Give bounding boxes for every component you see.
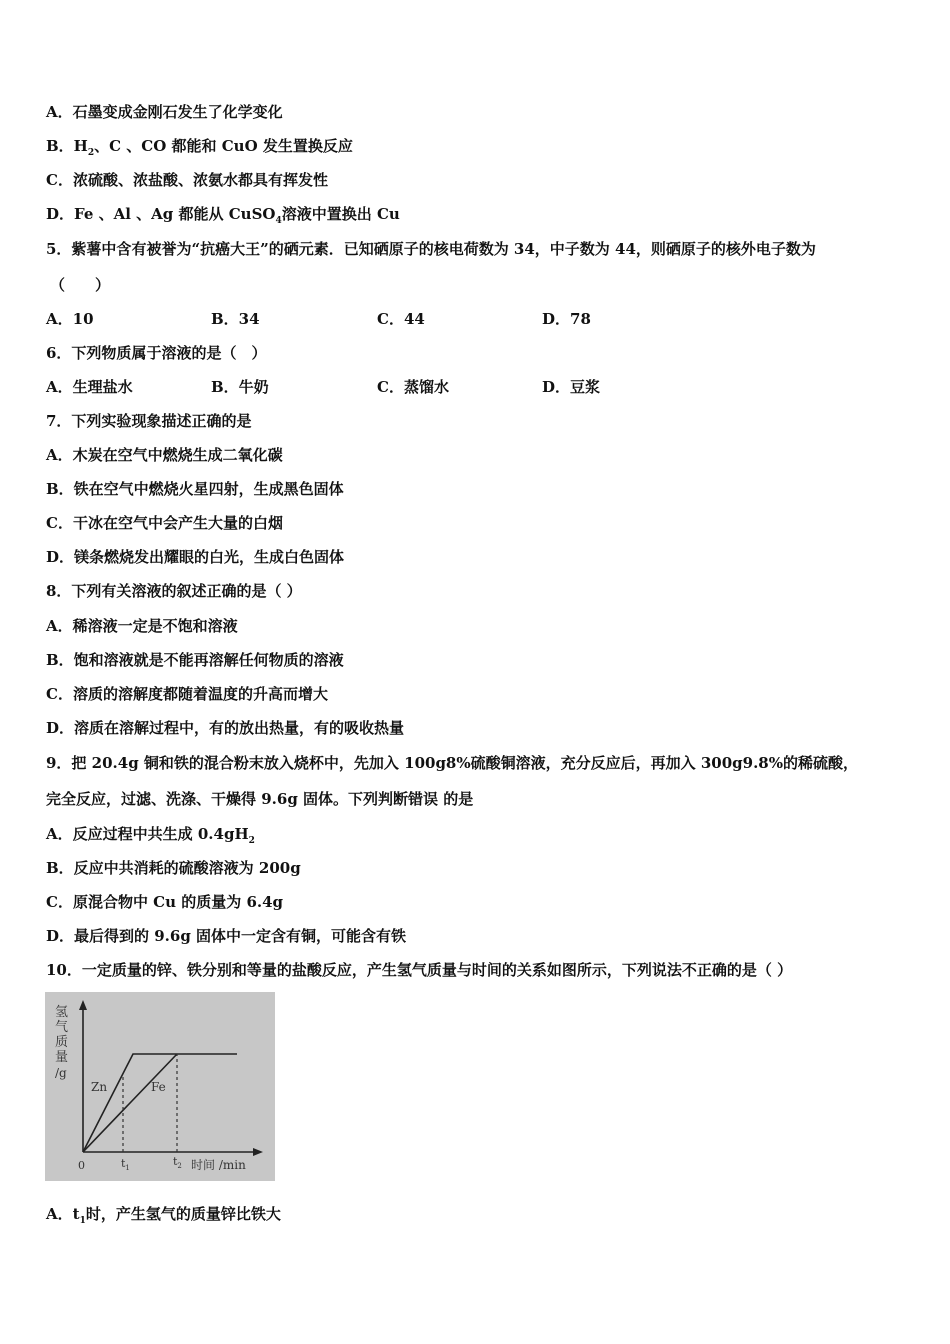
q9-option-a <box>46 825 255 846</box>
q4-option-d-subscript: 4 <box>275 216 282 226</box>
q10-option-a-subscript: 1 <box>79 1216 86 1226</box>
q8-option-d: D．溶质在溶解过程中，有的放出热量，有的吸收热量 <box>46 719 405 737</box>
x-axis-arrow-icon <box>253 1148 263 1156</box>
q4-option-b-text: B．H <box>46 137 88 155</box>
y-axis-label-char: 氢 <box>55 1005 69 1020</box>
q5-stem: 5．紫薯中含有被誉为“抗癌大王”的硒元素．已知硒原子的核电荷数为 34，中子数为 44，则硒原子的核外电子数为 <box>46 240 816 258</box>
q9-option-a-text: A．反应过程中共生成 0.4gH <box>46 825 249 843</box>
q4-option-a: A．石墨变成金刚石发生了化学变化 <box>46 103 283 121</box>
hydrogen-mass-time-figure <box>45 992 275 1181</box>
q9-option-c: C．原混合物中 Cu 的质量为 6.4g <box>46 893 284 911</box>
t2-tick-label <box>173 1155 182 1170</box>
q8-option-a: A．稀溶液一定是不饱和溶液 <box>46 617 238 635</box>
q5-option-c: C．44 <box>377 310 425 328</box>
q8-option-c: C．溶质的溶解度都随着温度的升高而增大 <box>46 685 328 703</box>
y-axis-arrow-icon <box>79 1000 87 1010</box>
q5-option-b: B．34 <box>211 310 260 328</box>
y-axis-label-char: /g <box>55 1066 67 1080</box>
q6-option-d: D．豆浆 <box>542 378 601 396</box>
q4-option-d-text-rest: 溶液中置换出 Cu <box>281 205 400 223</box>
q8-stem: 8．下列有关溶液的叙述正确的是（ ） <box>46 582 302 600</box>
t1-tick-subscript: 1 <box>125 1164 130 1172</box>
t1-tick-label <box>121 1157 130 1172</box>
q7-option-b: B．铁在空气中燃烧火星四射，生成黑色固体 <box>46 480 344 498</box>
q9-option-d: D．最后得到的 9.6g 固体中一定含有铜，可能含有铁 <box>46 927 407 945</box>
q9-stem-line1: 9．把 20.4g 铜和铁的混合粉末放入烧杯中，先加入 100g8%硫酸铜溶液，充分反应后，再加入 300g9.8%的稀硫酸， <box>46 754 858 772</box>
y-axis-label-char: 量 <box>55 1050 69 1065</box>
q9-option-a-subscript: 2 <box>248 836 255 846</box>
q5-answer-paren: （ ） <box>50 276 111 294</box>
q4-option-b <box>46 137 353 158</box>
q4-option-c: C．浓硫酸、浓盐酸、浓氨水都具有挥发性 <box>46 171 328 189</box>
q5-option-d: D．78 <box>542 310 591 328</box>
q10-stem: 10．一定质量的锌、铁分别和等量的盐酸反应，产生氢气质量与时间的关系如图所示，下列说法不正确的是（ ） <box>46 961 793 979</box>
q10-option-a <box>46 1205 281 1226</box>
fe-series-label: Fe <box>151 1080 166 1094</box>
q7-option-c: C．干冰在空气中会产生大量的白烟 <box>46 514 283 532</box>
q6-option-a: A．生理盐水 <box>46 378 133 396</box>
t2-tick-letter: t <box>173 1155 178 1168</box>
q6-stem: 6．下列物质属于溶液的是（ ） <box>46 344 267 362</box>
q10-option-a-text: A．t <box>46 1205 80 1223</box>
origin-label: 0 <box>78 1159 85 1172</box>
q7-option-d: D．镁条燃烧发出耀眼的白光，生成白色固体 <box>46 548 345 566</box>
y-axis-label-char: 质 <box>55 1035 69 1050</box>
q10-option-a-text-rest: 时，产生氢气的质量锌比铁大 <box>85 1205 281 1223</box>
q4-option-b-text-rest: 、C 、CO 都能和 CuO 发生置换反应 <box>94 137 353 155</box>
zn-curve <box>83 1054 237 1152</box>
q5-option-a: A．10 <box>46 310 94 328</box>
t2-tick-subscript: 2 <box>177 1162 182 1170</box>
q4-option-b-subscript: 2 <box>87 148 95 158</box>
y-axis-label-char: 气 <box>55 1020 69 1035</box>
q9-option-b: B．反应中共消耗的硫酸溶液为 200g <box>46 859 301 877</box>
q7-option-a: A．木炭在空气中燃烧生成二氧化碳 <box>46 446 283 464</box>
fe-curve <box>83 1054 177 1152</box>
t1-tick-letter: t <box>121 1157 126 1170</box>
q6-option-c: C．蒸馏水 <box>377 378 449 396</box>
q9-stem-line2: 完全反应，过滤、洗涤、干燥得 9.6g 固体。下列判断错误 的是 <box>46 790 474 808</box>
hydrogen-mass-time-graph <box>45 992 275 1181</box>
q8-option-b: B．饱和溶液就是不能再溶解任何物质的溶液 <box>46 651 344 669</box>
q7-stem: 7．下列实验现象描述正确的是 <box>46 412 252 430</box>
q4-option-d-text: D．Fe 、Al 、Ag 都能从 CuSO <box>46 205 276 223</box>
q6-option-b: B．牛奶 <box>211 378 269 396</box>
q4-option-d <box>46 205 400 226</box>
x-axis-label: 时间 /min <box>191 1158 246 1172</box>
zn-series-label: Zn <box>91 1080 108 1094</box>
